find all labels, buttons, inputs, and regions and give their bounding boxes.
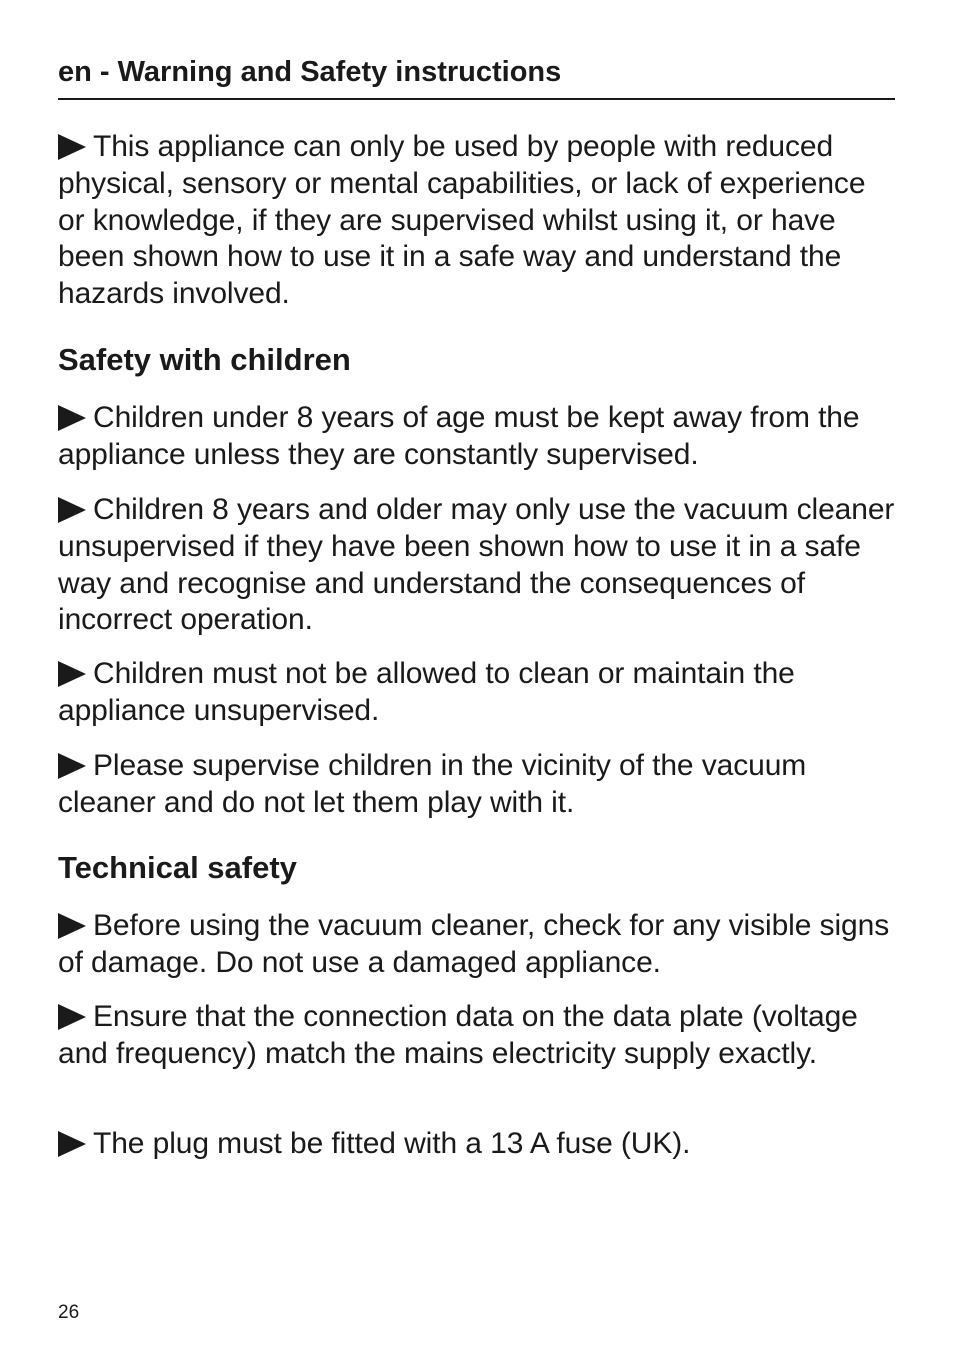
triangle-arrow-right-icon	[58, 913, 86, 939]
warning-text: Children must not be allowed to clean or maintain the appliance unsupervised.	[58, 657, 795, 727]
children-warning-item	[58, 748, 895, 822]
warning-text: This appliance can only be used by people with reduced physical, sensory or mental capabilities, or lack of experience or knowledge, if they are supervised whilst using it, or have been shown how to use it in a safe way and understand the hazards involved.	[58, 130, 866, 311]
page-number: 26	[58, 1302, 80, 1323]
triangle-arrow-right-icon	[58, 1131, 86, 1157]
intro-warning-item	[58, 129, 895, 313]
warning-text: Please supervise children in the vicinity of the vacuum cleaner and do not let them play with it.	[58, 749, 807, 819]
triangle-arrow-right-icon	[58, 134, 86, 160]
triangle-arrow-right-icon	[58, 661, 86, 687]
children-warning-item	[58, 492, 895, 639]
section-heading-technical-safety: Technical safety	[58, 850, 297, 885]
technical-warning-item	[58, 999, 895, 1073]
technical-warning-item	[58, 1126, 895, 1163]
children-warning-item	[58, 400, 895, 474]
children-warning-item	[58, 656, 895, 730]
triangle-arrow-right-icon	[58, 1004, 86, 1030]
warning-text: Ensure that the connection data on the data plate (voltage and frequency) match the mains electricity supply exactly.	[58, 1000, 858, 1070]
triangle-arrow-right-icon	[58, 753, 86, 779]
technical-warning-item	[58, 908, 895, 982]
triangle-arrow-right-icon	[58, 497, 86, 523]
page-header	[58, 52, 895, 100]
page-title: en - Warning and Safety instructions	[58, 56, 562, 88]
warning-text: Before using the vacuum cleaner, check for any visible signs of damage. Do not use a damaged appliance.	[58, 909, 890, 979]
triangle-arrow-right-icon	[58, 405, 86, 431]
section-heading-safety-with-children: Safety with children	[58, 342, 351, 377]
warning-text: Children 8 years and older may only use the vacuum cleaner unsupervised if they have been shown how to use it in a safe way and recognise and understand the consequences of incorrect operation.	[58, 493, 895, 637]
warning-text: Children under 8 years of age must be kept away from the appliance unless they are constantly supervised.	[58, 401, 860, 471]
warning-text: The plug must be fitted with a 13 A fuse (UK).	[93, 1127, 691, 1160]
